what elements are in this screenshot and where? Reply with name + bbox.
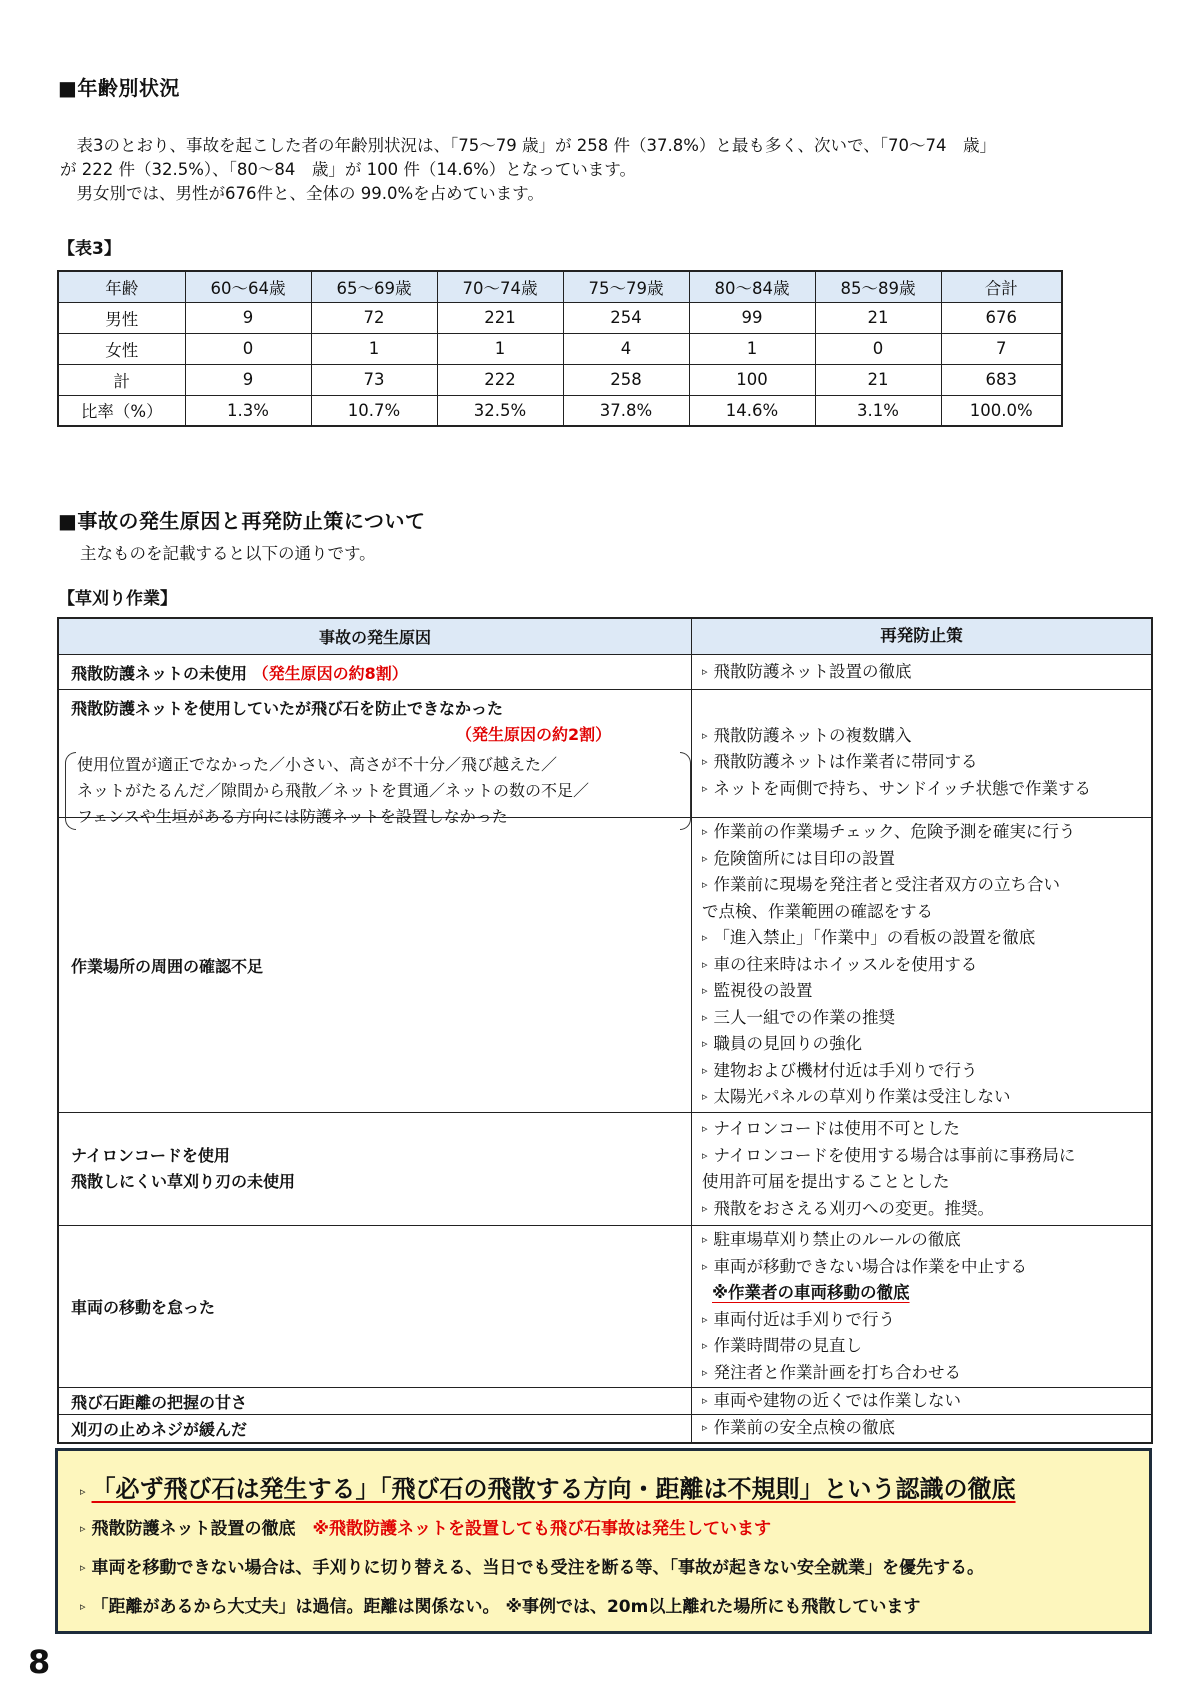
measure-item xyxy=(702,1333,1151,1360)
cause-cell xyxy=(59,1226,692,1387)
cell: 32.5% xyxy=(437,395,563,426)
table-row xyxy=(59,1225,1151,1387)
callout-line-4 xyxy=(80,1592,1149,1617)
measure-text: 車両が移動できない場合は作業を中止する xyxy=(713,1256,1028,1276)
cause-main: 飛び石距離の把握の甘さ xyxy=(71,1392,248,1412)
table-row xyxy=(58,364,1062,395)
table-row xyxy=(59,817,1151,1112)
kusakari-label: 【草刈り作業】 xyxy=(58,589,177,609)
measure-text: 作業前の安全点検の徹底 xyxy=(713,1418,896,1438)
header-prevention: 再発防止策 xyxy=(880,626,963,646)
bullet-icon: ▹ xyxy=(702,984,708,998)
cell: 258 xyxy=(563,364,689,395)
cause-cell xyxy=(59,818,692,1112)
measures-cell xyxy=(692,1113,1151,1225)
header-cause: 事故の発生原因 xyxy=(59,619,692,654)
measure-item xyxy=(702,1031,1151,1058)
measure-text: 車の往来時はホイッスルを使用する xyxy=(713,954,978,974)
cause-cell xyxy=(59,1415,692,1442)
header-cell: 65～69歳 xyxy=(311,271,437,302)
bullet-icon: ▹ xyxy=(80,1522,86,1535)
measure-item xyxy=(702,978,1151,1005)
measure-text: 駐車場草刈り禁止のルールの徹底 xyxy=(713,1230,961,1249)
bullet-icon: ▹ xyxy=(702,878,708,892)
measure-item xyxy=(702,776,1151,803)
measure-text: ネットを両側で持ち、サンドイッチ状態で作業する xyxy=(713,778,1092,798)
cell: 21 xyxy=(815,302,941,333)
header-cell: 60～64歳 xyxy=(185,271,311,302)
measure-continuation: 使用許可届を提出することとした xyxy=(702,1172,950,1191)
measure-text: 作業前に現場を発注者と受注者双方の立ち合い xyxy=(713,875,1061,895)
cell: 1 xyxy=(689,333,815,364)
callout-line-3 xyxy=(80,1553,1149,1578)
cause-main: 飛散防護ネットの未使用 xyxy=(71,663,248,683)
header-cell: 80～84歳 xyxy=(689,271,815,302)
measure-text: 三人一組での作業の推奨 xyxy=(713,1007,896,1027)
measure-item xyxy=(702,1058,1151,1085)
header-cell: 合計 xyxy=(941,271,1062,302)
measure-text: 作業時間帯の見直し xyxy=(713,1336,863,1355)
measure-text: 太陽光パネルの草刈り作業は受注しない xyxy=(713,1087,1011,1107)
cause-details-bracket xyxy=(65,752,691,830)
cell: 1 xyxy=(311,333,437,364)
bullet-icon: ▹ xyxy=(702,1365,708,1379)
callout-line-2-main: 飛散防護ネット設置の徹底 xyxy=(91,1519,296,1539)
measure-text: 発注者と作業計画を打ち合わせる xyxy=(713,1362,962,1382)
bullet-icon: ▹ xyxy=(702,851,708,865)
callout-line-3-text: 車両を移動できない場合は、手刈りに切り替える、当日でも受注を断る等、「事故が起きない安全就業」を優先する。 xyxy=(91,1558,985,1578)
para-line: 表3のとおり、事故を起こした者の年齢別状況は、「75～79 歳」が 258 件（37.8%）と最も多く、次いで、「70～74 歳」 xyxy=(60,136,996,155)
causes-table xyxy=(57,617,1153,1444)
cell: 254 xyxy=(563,302,689,333)
measure-item xyxy=(702,1307,1151,1334)
table3-label: 【表3】 xyxy=(58,239,121,259)
cause-detail-line: ネットがたるんだ／隙間から飛散／ネットを貫通／ネットの数の不足／ xyxy=(77,781,590,800)
measure-note-text: ※作業者の車両移動の徹底 xyxy=(712,1283,910,1302)
cause-cell xyxy=(59,1388,692,1414)
cause-line: ナイロンコードを使用 xyxy=(71,1146,230,1165)
measure-item xyxy=(702,1084,1151,1111)
cell: 10.7% xyxy=(311,395,437,426)
table-row xyxy=(58,333,1062,364)
measure-item xyxy=(702,846,1151,873)
causes-intro: 主なものを記載すると以下の通りです。 xyxy=(80,544,376,563)
bullet-icon: ▹ xyxy=(702,664,708,678)
measure-item xyxy=(702,1415,1151,1442)
bullet-icon: ▹ xyxy=(702,1090,708,1104)
measure-item xyxy=(702,819,1151,846)
cell: 100 xyxy=(689,364,815,395)
safety-callout xyxy=(55,1448,1152,1634)
callout-line-2-warning: ※飛散防護ネットを設置しても飛び石事故は発生しています xyxy=(312,1519,772,1539)
callout-line-1 xyxy=(80,1469,1149,1504)
measure-item xyxy=(702,1360,1151,1387)
cell: 21 xyxy=(815,364,941,395)
table-row xyxy=(58,302,1062,333)
header-cell: 年齢 xyxy=(58,271,185,302)
cell: 7 xyxy=(941,333,1062,364)
measure-text: 「進入禁止」「作業中」の看板の設置を徹底 xyxy=(713,928,1036,948)
table-row xyxy=(58,395,1062,426)
bullet-icon: ▹ xyxy=(702,728,708,742)
cell: 37.8% xyxy=(563,395,689,426)
table-header-row xyxy=(58,271,1062,302)
cell: 72 xyxy=(311,302,437,333)
bullet-icon: ▹ xyxy=(702,781,708,795)
section-heading-age: ■年齢別状況 xyxy=(58,76,180,100)
cell: 9 xyxy=(185,302,311,333)
measure-item xyxy=(702,1005,1151,1032)
measure-text: 建物および機材付近は手刈りで行う xyxy=(713,1060,978,1080)
bullet-icon: ▹ xyxy=(702,1063,708,1077)
table-row xyxy=(59,1387,1151,1414)
page-number: 8 xyxy=(28,1643,51,1681)
cell: 99 xyxy=(689,302,815,333)
bullet-icon: ▹ xyxy=(702,1233,708,1246)
cause-main: 刈刃の止めネジが緩んだ xyxy=(71,1420,248,1439)
header-cell: 75～79歳 xyxy=(563,271,689,302)
measures-cell xyxy=(692,690,1151,817)
measure-text: 車両付近は手刈りで行う xyxy=(713,1309,896,1329)
measure-text: ナイロンコードは使用不可とした xyxy=(713,1119,960,1138)
table-header-row xyxy=(59,619,1151,654)
bullet-icon: ▹ xyxy=(702,1259,708,1273)
measure-item xyxy=(702,659,1151,686)
table-row xyxy=(59,689,1151,826)
cause-cell xyxy=(59,655,692,689)
cause-ratio: （発生原因の約8割） xyxy=(252,663,408,683)
bullet-icon: ▹ xyxy=(702,957,708,971)
callout-line-2 xyxy=(80,1514,1149,1539)
bullet-icon: ▹ xyxy=(702,755,708,769)
cell: 222 xyxy=(437,364,563,395)
cell: 3.1% xyxy=(815,395,941,426)
measures-cell xyxy=(692,818,1151,1112)
cell: 男性 xyxy=(58,302,185,333)
table-row xyxy=(59,654,1151,689)
bullet-icon: ▹ xyxy=(702,1393,708,1407)
measure-item xyxy=(702,723,1151,750)
bullet-icon: ▹ xyxy=(702,825,708,839)
header-cell: 85～89歳 xyxy=(815,271,941,302)
cause-main: 車両の移動を怠った xyxy=(71,1298,216,1317)
cell: 女性 xyxy=(58,333,185,364)
measures-cell xyxy=(692,655,1151,689)
bullet-icon: ▹ xyxy=(702,1122,708,1135)
measure-item xyxy=(702,952,1151,979)
table-row xyxy=(59,1112,1151,1225)
para-line: 男女別では、男性が676件と、全体の 99.0%を占めています。 xyxy=(60,184,544,203)
measure-text: 飛散防護ネットの複数購入 xyxy=(713,725,912,745)
callout-line-1-text: 「必ず飛び石は発生する」「飛び石の飛散する方向・距離は不規則」という認識の徹底 xyxy=(91,1475,1016,1503)
cause-main: 飛散防護ネットを使用していたが飛び石を防止できなかった xyxy=(71,699,504,718)
bullet-icon: ▹ xyxy=(80,1600,86,1613)
bullet-icon: ▹ xyxy=(702,1312,708,1326)
section-heading-causes: ■事故の発生原因と再発防止策について xyxy=(58,509,426,533)
bullet-icon: ▹ xyxy=(702,1339,708,1352)
measure-text: ナイロンコードを使用する場合は事前に事務局に xyxy=(713,1145,1076,1165)
measure-text: 職員の見回りの強化 xyxy=(713,1034,863,1054)
bullet-icon: ▹ xyxy=(702,1421,708,1435)
cause-main: 作業場所の周囲の確認不足 xyxy=(71,956,264,976)
measure-note xyxy=(702,1280,1151,1307)
measure-text: 危険箇所には目印の設置 xyxy=(713,848,896,868)
cell: 221 xyxy=(437,302,563,333)
cell: 14.6% xyxy=(689,395,815,426)
cell: 100.0% xyxy=(941,395,1062,426)
measure-item xyxy=(702,1227,1151,1254)
bullet-icon: ▹ xyxy=(702,931,708,945)
measure-item xyxy=(702,872,1151,899)
bullet-icon: ▹ xyxy=(702,1037,708,1051)
cause-cell xyxy=(59,690,692,826)
age-paragraph xyxy=(60,134,1140,206)
callout-line-4-text: 「距離があるから大丈夫」は過信。距離は関係ない。 ※事例では、20m以上離れた場所にも飛散しています xyxy=(91,1597,921,1617)
cause-text xyxy=(71,661,691,684)
cause-ratio: （発生原因の約2割） xyxy=(456,725,612,744)
measure-item xyxy=(702,1254,1151,1281)
bullet-icon: ▹ xyxy=(702,1010,708,1024)
measure-item xyxy=(702,1196,1151,1223)
para-line: が 222 件（32.5%）、「80～84 歳」が 100 件（14.6%）となっています。 xyxy=(60,160,636,179)
cell: 73 xyxy=(311,364,437,395)
measure-item xyxy=(702,1388,1151,1415)
cell: 676 xyxy=(941,302,1062,333)
bullet-icon: ▹ xyxy=(80,1485,86,1498)
bullet-icon: ▹ xyxy=(702,1148,708,1162)
measure-text: 監視役の設置 xyxy=(713,981,813,1001)
measure-item xyxy=(702,925,1151,952)
measures-cell xyxy=(692,1415,1151,1442)
measure-item xyxy=(702,1143,1151,1170)
header-cell: 70～74歳 xyxy=(437,271,563,302)
measure-text: 作業前の作業場チェック、危険予測を確実に行う xyxy=(713,822,1076,842)
cell: 4 xyxy=(563,333,689,364)
cell: 1 xyxy=(437,333,563,364)
cell: 比率（%） xyxy=(58,395,185,426)
table-row xyxy=(59,1414,1151,1442)
cell: 683 xyxy=(941,364,1062,395)
measure-text: 飛散防護ネット設置の徹底 xyxy=(713,661,912,681)
measures-cell xyxy=(692,1226,1151,1387)
cell: 9 xyxy=(185,364,311,395)
measure-item xyxy=(702,749,1151,776)
measure-continuation: で点検、作業範囲の確認をする xyxy=(702,901,933,921)
cause-cell xyxy=(59,1113,692,1225)
measure-item xyxy=(702,1116,1151,1143)
cell: 1.3% xyxy=(185,395,311,426)
cell: 0 xyxy=(815,333,941,364)
cause-line: 飛散しにくい草刈り刃の未使用 xyxy=(71,1172,296,1191)
cause-detail-line: 使用位置が適正でなかった／小さい、高さが不十分／飛び越えた／ xyxy=(77,755,558,774)
measure-text: 飛散をおさえる刈刃への変更。推奨。 xyxy=(713,1198,995,1218)
age-table xyxy=(57,270,1063,427)
cell: 計 xyxy=(58,364,185,395)
bullet-icon: ▹ xyxy=(702,1201,708,1215)
cause-detail-line: フェンスや生垣がある方向には防護ネットを設置しなかった xyxy=(77,807,508,826)
measure-text: 飛散防護ネットは作業者に帯同する xyxy=(713,752,978,772)
bullet-icon: ▹ xyxy=(80,1561,86,1574)
measures-cell xyxy=(692,1388,1151,1414)
measure-text: 車両や建物の近くでは作業しない xyxy=(713,1390,962,1410)
cell: 0 xyxy=(185,333,311,364)
